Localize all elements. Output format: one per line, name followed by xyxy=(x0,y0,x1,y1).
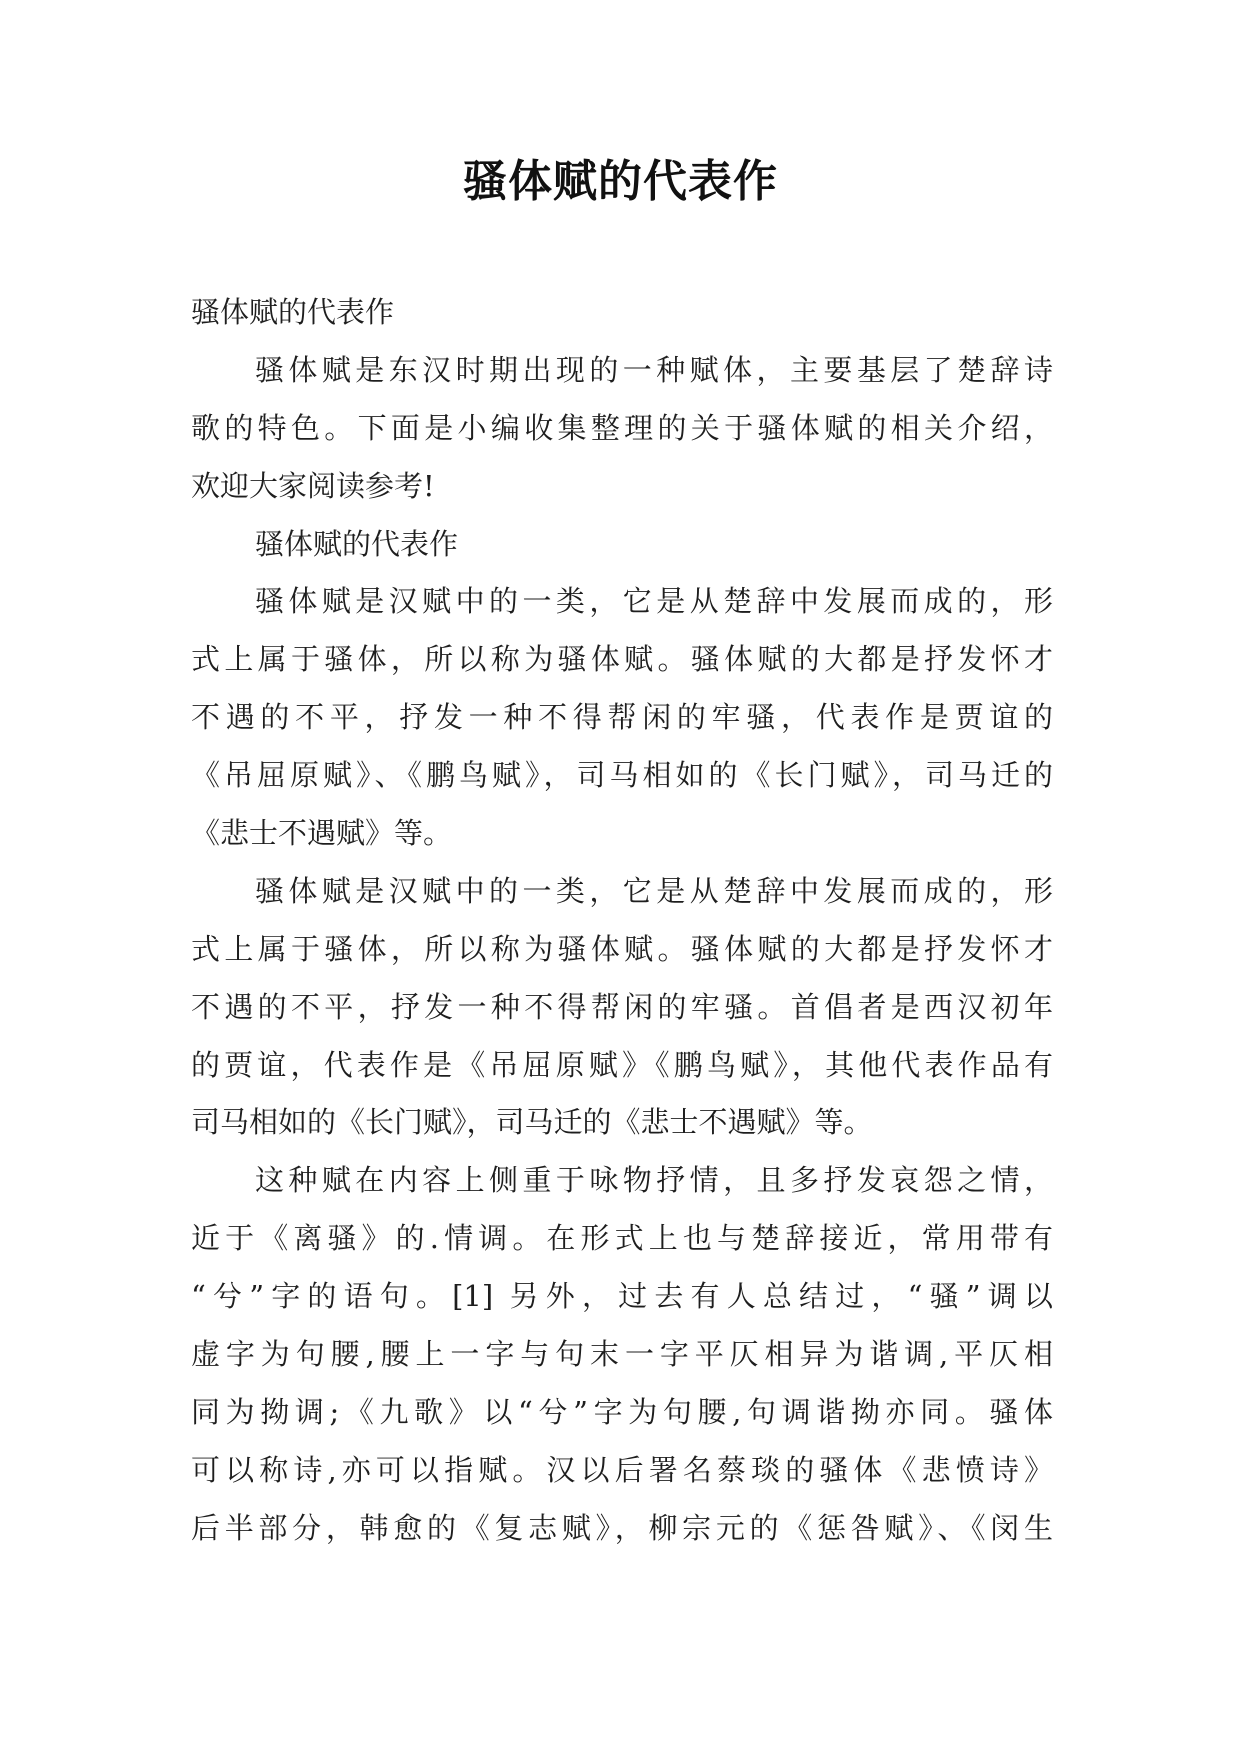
text-line: 可以称诗,亦可以指赋。汉以后署名蔡琰的骚体《悲愤诗》 xyxy=(191,1452,1053,1487)
text-line: 歌的特色。下面是小编收集整理的关于骚体赋的相关介绍， xyxy=(191,410,1053,445)
document-body xyxy=(191,284,1053,1558)
text-line: 后半部分，韩愈的《复志赋》，柳宗元的《惩咎赋》、《闵生 xyxy=(191,1510,1053,1545)
text-line: “兮”字的语句。[1] 另外，过去有人总结过，“骚”调以 xyxy=(191,1279,1053,1314)
text-line: 的贾谊，代表作是《吊屈原赋》《鹏鸟赋》，其他代表作品有 xyxy=(191,1047,1053,1082)
text-line: 式上属于骚体，所以称为骚体赋。骚体赋的大都是抒发怀才 xyxy=(191,642,1053,677)
text-line: 不遇的不平，抒发一种不得帮闲的牢骚。首倡者是西汉初年 xyxy=(191,989,1053,1024)
text-line: 骚体赋是汉赋中的一类，它是从楚辞中发展而成的，形 xyxy=(255,584,1053,619)
text-line: 司马相如的《长门赋》，司马迁的《悲士不遇赋》等。 xyxy=(191,1105,873,1140)
text-line: 同为拗调;《九歌》以“兮”字为句腰,句调谐拗亦同。骚体 xyxy=(191,1394,1053,1429)
text-line: 骚体赋的代表作 xyxy=(255,526,459,561)
text-line: 近于《离骚》的.情调。在形式上也与楚辞接近，常用带有 xyxy=(191,1221,1053,1256)
text-line: 骚体赋是汉赋中的一类，它是从楚辞中发展而成的，形 xyxy=(255,873,1053,908)
text-line: 《悲士不遇赋》等。 xyxy=(191,816,453,851)
text-line: 虚字为句腰,腰上一字与句末一字平仄相异为谐调,平仄相 xyxy=(191,1337,1053,1372)
text-line: 欢迎大家阅读参考! xyxy=(191,468,435,503)
text-line: 式上属于骚体，所以称为骚体赋。骚体赋的大都是抒发怀才 xyxy=(191,931,1053,966)
text-line: 《吊屈原赋》、《鹏鸟赋》，司马相如的《长门赋》，司马迁的 xyxy=(191,758,1053,793)
text-line: 骚体赋是东汉时期出现的一种赋体，主要基层了楚辞诗 xyxy=(255,352,1053,387)
text-line: 不遇的不平，抒发一种不得帮闲的牢骚，代表作是贾谊的 xyxy=(191,700,1053,735)
text-line: 骚体赋的代表作 xyxy=(191,295,395,329)
document-title: 骚体赋的代表作 xyxy=(463,156,778,207)
text-line: 这种赋在内容上侧重于咏物抒情，且多抒发哀怨之情， xyxy=(255,1163,1053,1198)
